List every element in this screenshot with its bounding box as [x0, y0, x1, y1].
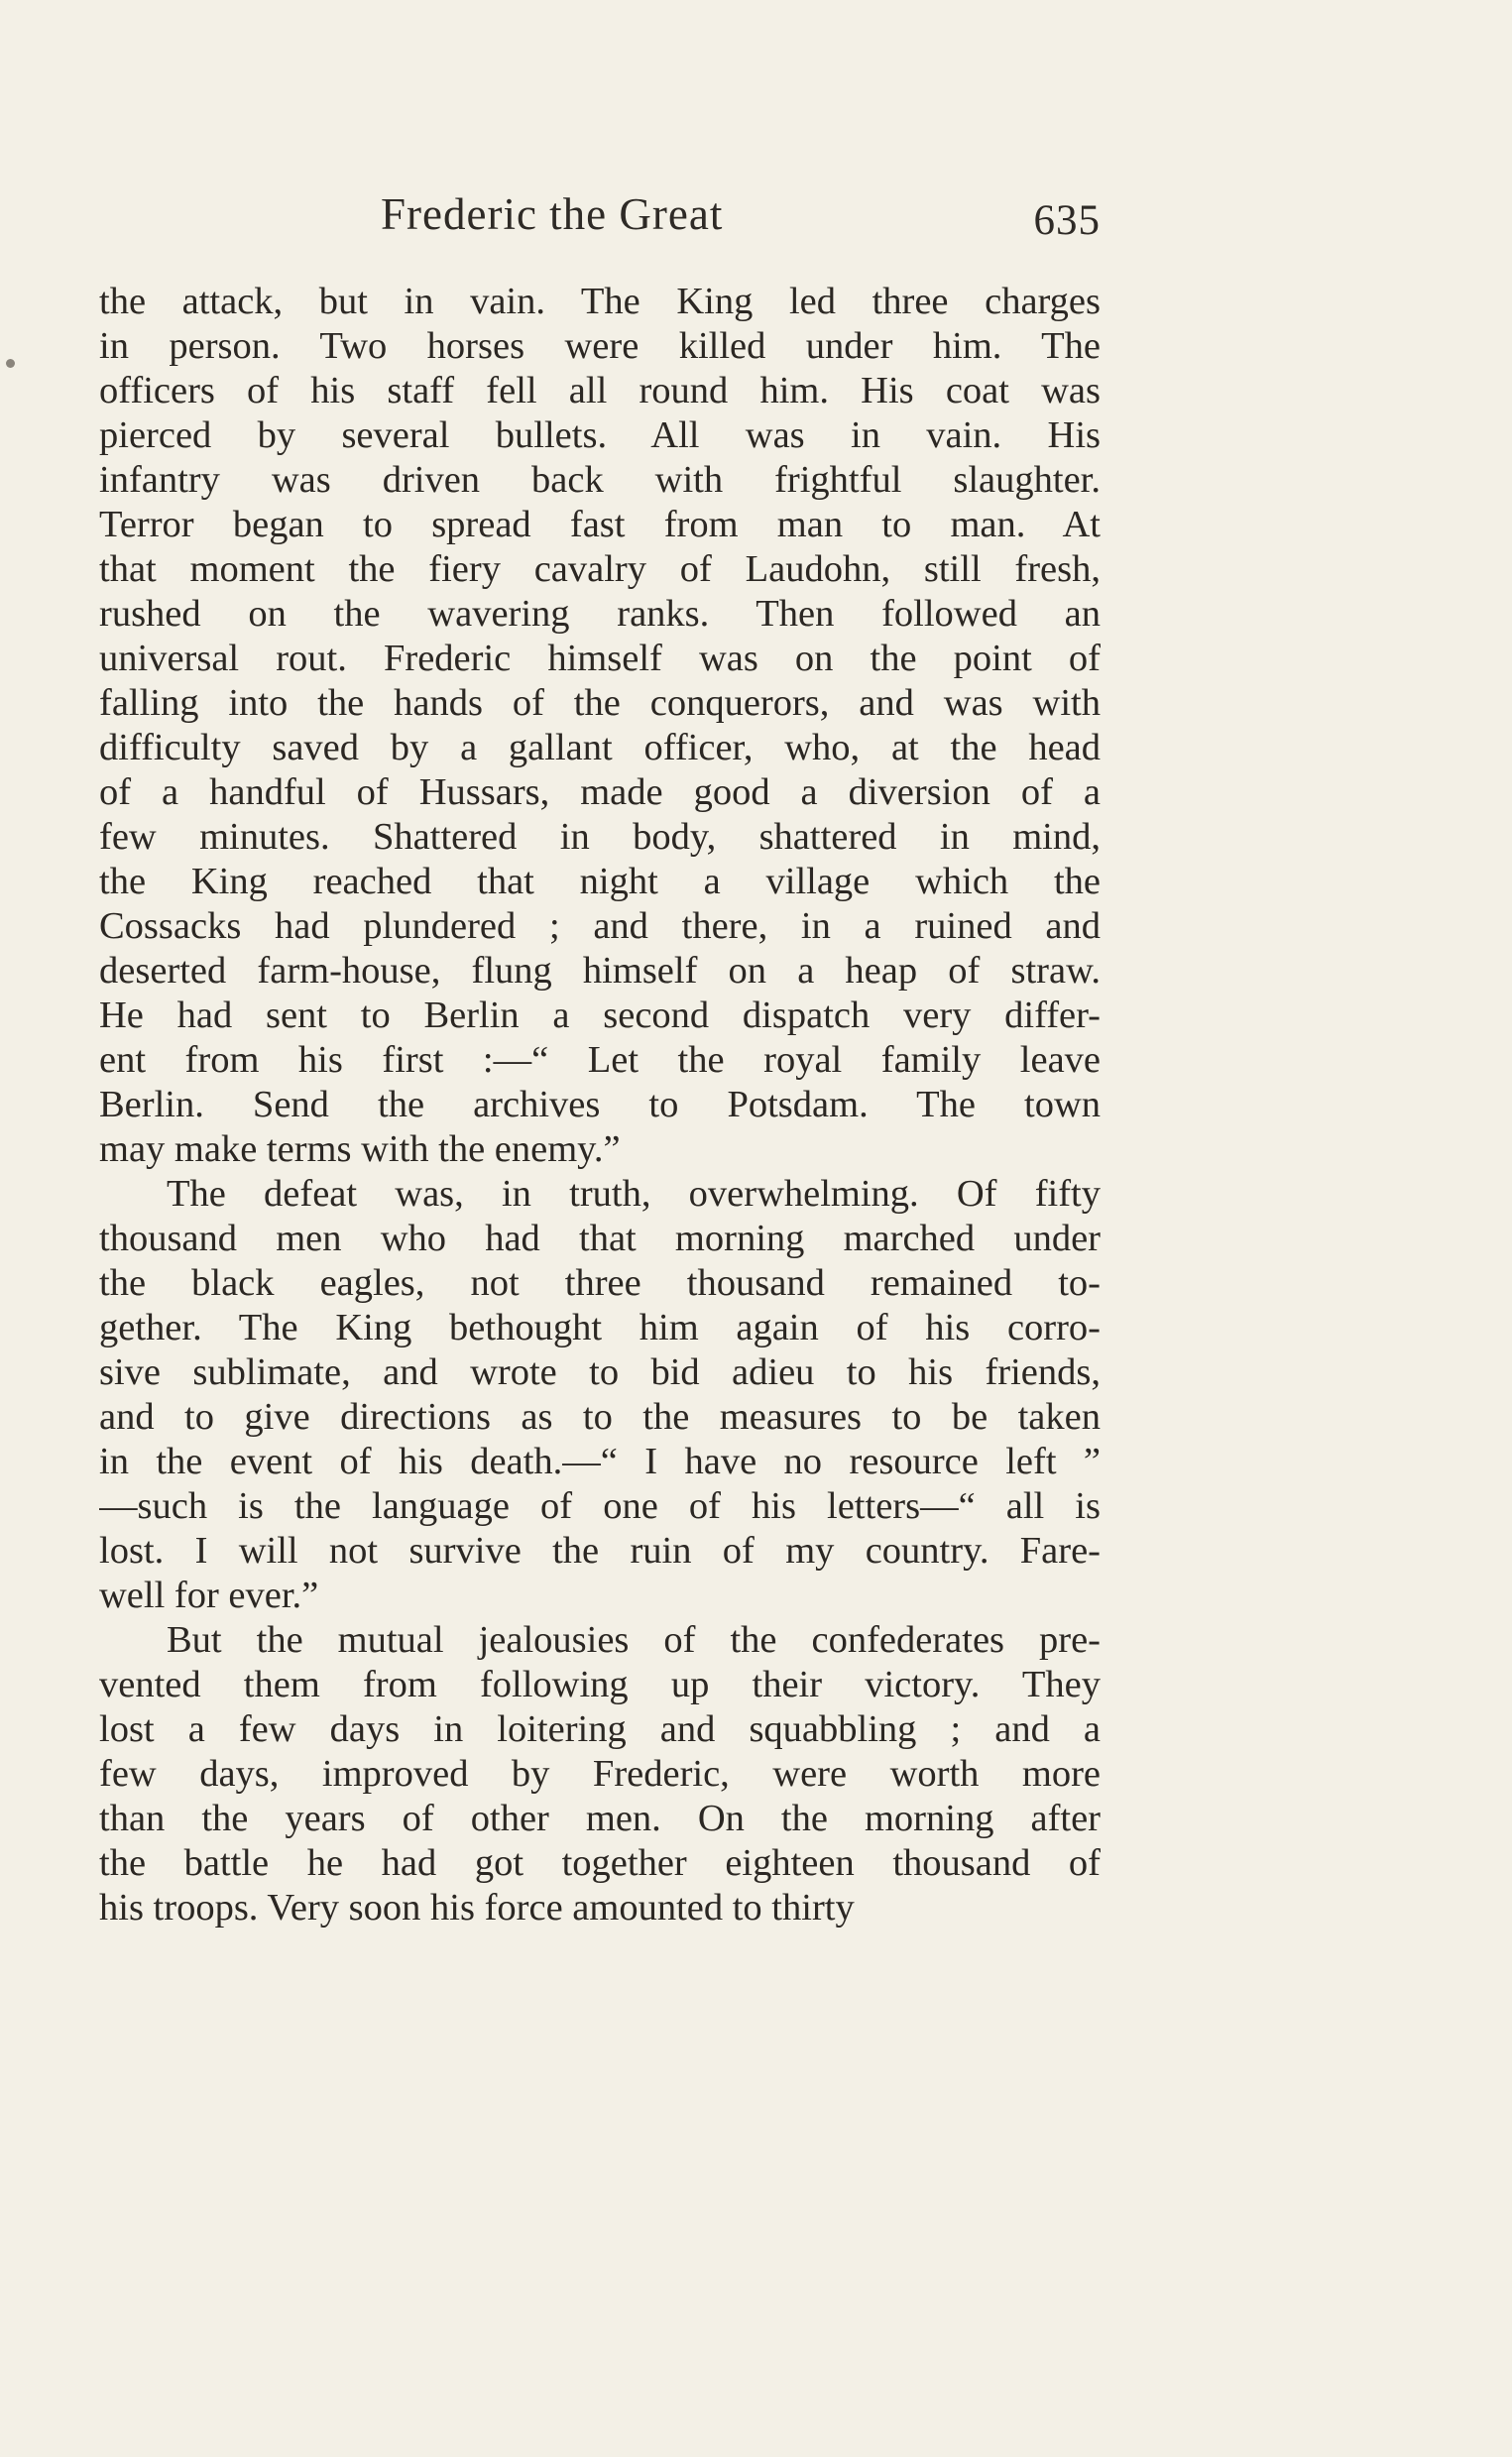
text-line: the attack, but in vain. The King led three charges: [99, 281, 1101, 322]
running-title: Frederic the Great: [381, 189, 724, 239]
text-line: —such is the language of one of his letters—“ all is: [99, 1485, 1101, 1527]
text-line: deserted farm-house, flung himself on a heap of straw.: [99, 950, 1101, 992]
text-line: and to give directions as to the measures to be taken: [99, 1396, 1101, 1438]
text-line: gether. The King bethought him again of his corro-: [99, 1307, 1101, 1348]
text-line: thousand men who had that morning marched under: [99, 1218, 1101, 1259]
text-line: well for ever.”: [99, 1575, 319, 1616]
running-head: [99, 188, 1101, 248]
text-line: than the years of other men. On the morning after: [99, 1798, 1101, 1839]
text-line: the King reached that night a village which the: [99, 861, 1101, 902]
text-line: of a handful of Hussars, made good a diversion of a: [99, 771, 1101, 813]
body-text: [99, 280, 1101, 1930]
text-line: The defeat was, in truth, overwhelming. Of fifty: [167, 1173, 1101, 1215]
text-line: in the event of his death.—“ I have no resource left ”: [99, 1441, 1101, 1482]
paragraph: [99, 1172, 1101, 1618]
text-line: difficulty saved by a gallant officer, who, at the head: [99, 727, 1101, 768]
text-line: But the mutual jealousies of the confederates pre-: [167, 1619, 1101, 1661]
text-line: the battle he had got together eighteen thousand of: [99, 1842, 1101, 1884]
text-line: vented them from following up their victory. They: [99, 1664, 1101, 1705]
page-number: 635: [1033, 197, 1101, 244]
text-line: his troops. Very soon his force amounted to thirty: [99, 1887, 855, 1929]
text-line: lost a few days in loitering and squabbling ; and a: [99, 1708, 1101, 1750]
text-line: lost. I will not survive the ruin of my country. Fare-: [99, 1530, 1101, 1572]
margin-speck: [6, 359, 15, 368]
text-line: that moment the fiery cavalry of Laudohn, still fresh,: [99, 548, 1101, 590]
text-line: ent from his first :—“ Let the royal family leave: [99, 1039, 1101, 1081]
text-line: sive sublimate, and wrote to bid adieu to his friends,: [99, 1351, 1101, 1393]
text-line: Berlin. Send the archives to Potsdam. The town: [99, 1084, 1101, 1125]
text-line: falling into the hands of the conquerors, and was with: [99, 682, 1101, 724]
text-line: infantry was driven back with frightful slaughter.: [99, 459, 1101, 501]
text-line: few minutes. Shattered in body, shattered in mind,: [99, 816, 1101, 858]
text-line: Cossacks had plundered ; and there, in a ruined and: [99, 905, 1101, 947]
text-line: may make terms with the enemy.”: [99, 1128, 621, 1170]
text-line: officers of his staff fell all round him. His coat was: [99, 370, 1101, 411]
text-line: in person. Two horses were killed under him. The: [99, 325, 1101, 367]
paragraph: [99, 280, 1101, 1172]
text-line: He had sent to Berlin a second dispatch very differ-: [99, 994, 1101, 1036]
text-line: Terror began to spread fast from man to man. At: [99, 504, 1101, 545]
text-line: universal rout. Frederic himself was on the point of: [99, 638, 1101, 679]
text-line: pierced by several bullets. All was in vain. His: [99, 414, 1101, 456]
text-line: few days, improved by Frederic, were worth more: [99, 1753, 1101, 1795]
text-line: the black eagles, not three thousand remained to-: [99, 1262, 1101, 1304]
text-line: rushed on the wavering ranks. Then followed an: [99, 593, 1101, 635]
paragraph: [99, 1618, 1101, 1930]
